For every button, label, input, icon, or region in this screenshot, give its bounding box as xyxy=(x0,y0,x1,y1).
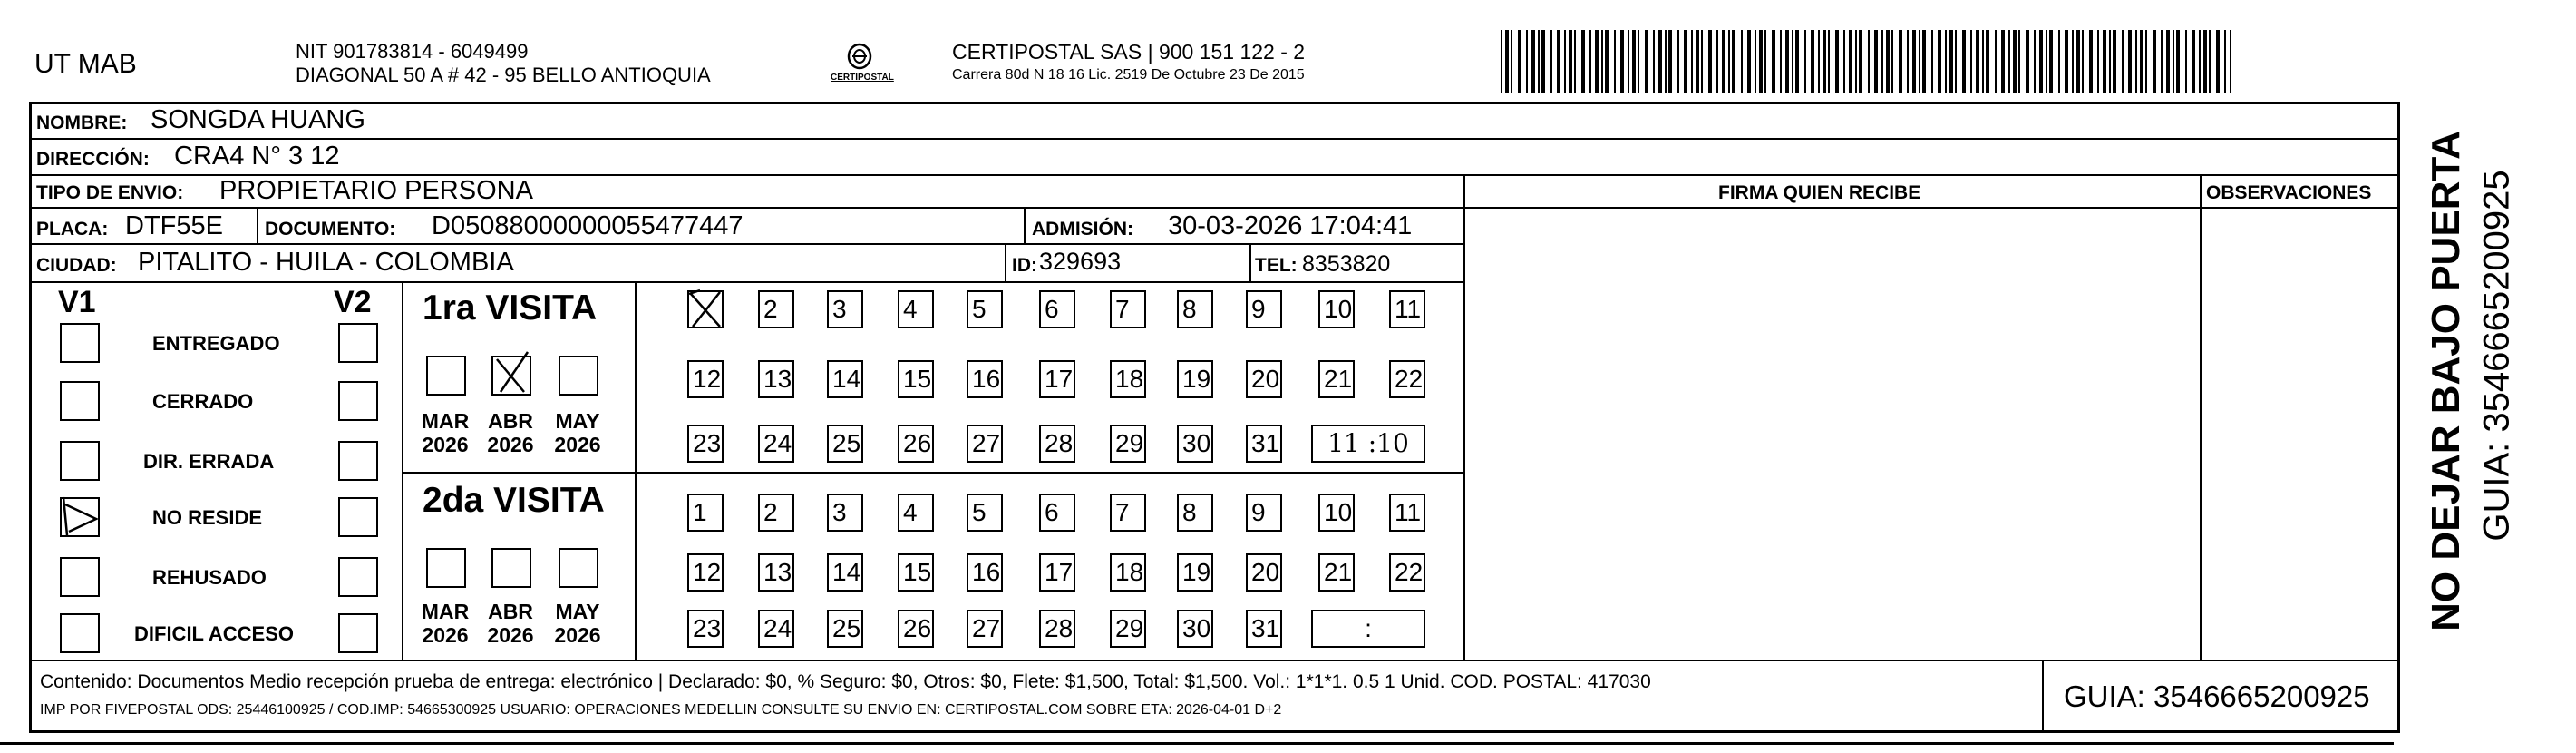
day-box[interactable]: 11 xyxy=(1389,494,1425,532)
footer-guia: GUIA: 3546665200925 xyxy=(2064,680,2370,713)
barcode-bar xyxy=(2065,30,2068,93)
day-box[interactable]: 13 xyxy=(758,553,794,592)
barcode-bar xyxy=(1886,30,1890,93)
day-box[interactable]: 9 xyxy=(1246,494,1282,532)
day-box[interactable]: 22 xyxy=(1389,553,1425,592)
barcode-bar xyxy=(2039,30,2043,93)
day-box[interactable]: 10 xyxy=(1318,494,1355,532)
day-box[interactable]: 16 xyxy=(967,360,1003,398)
day-box[interactable]: 17 xyxy=(1039,553,1075,592)
month-label: ABR xyxy=(488,409,533,433)
v2-checkbox[interactable] xyxy=(338,381,378,421)
day-box[interactable]: 17 xyxy=(1039,360,1075,398)
month-label: MAY xyxy=(555,600,600,623)
status-label: NO RESIDE xyxy=(152,506,263,529)
month-checkbox[interactable] xyxy=(491,548,531,588)
sender-address: DIAGONAL 50 A # 42 - 95 BELLO ANTIOQUIA xyxy=(296,64,711,86)
barcode-bar xyxy=(1605,30,1609,93)
barcode-bar xyxy=(2209,30,2211,93)
barcode-bar xyxy=(2166,30,2170,93)
day-box[interactable]: 15 xyxy=(898,360,934,398)
barcode-bar xyxy=(1526,30,1528,93)
nombre-value: SONGDA HUANG xyxy=(151,105,365,134)
month-checkbox[interactable] xyxy=(559,548,598,588)
contenido-line: Contenido: Documentos Medio recepción prueba de entrega: electrónico | Declarado: $0, % Seguro: $0, Otros: $0, Flete: $1,500, Total: $1,500. Vol.: 1*1*1. 0.5 1 Unid. COD. POSTAL: 417030 xyxy=(40,671,1651,692)
barcode-bar xyxy=(2072,30,2074,93)
day-box[interactable]: 12 xyxy=(687,360,724,398)
day-box[interactable]: 6 xyxy=(1039,494,1075,532)
barcode-bar xyxy=(2176,30,2180,93)
barcode-bar xyxy=(1653,30,1655,93)
day-box[interactable]: 24 xyxy=(758,425,794,463)
barcode-bar xyxy=(1949,30,1953,93)
barcode-bar xyxy=(2161,30,2163,93)
day-box[interactable]: 23 xyxy=(687,425,724,463)
barcode-bar xyxy=(2082,30,2084,93)
day-box[interactable]: 30 xyxy=(1177,425,1213,463)
v1-header: V1 xyxy=(58,285,96,319)
documento-value: D05088000000055477447 xyxy=(432,211,744,240)
day-box[interactable]: 15 xyxy=(898,553,934,592)
tel-value: 8353820 xyxy=(1302,251,1391,277)
barcode-bar xyxy=(1849,30,1852,93)
barcode-bar xyxy=(2224,30,2226,93)
barcode-bar xyxy=(2145,30,2147,93)
barcode-bar xyxy=(1741,30,1743,93)
barcode-bar xyxy=(2018,30,2020,93)
barcode-bar xyxy=(2153,30,2156,93)
day-box[interactable]: 30 xyxy=(1177,610,1213,648)
barcode-bar xyxy=(1701,30,1703,93)
barcode-bar xyxy=(1785,30,1789,93)
day-box[interactable]: 13 xyxy=(758,360,794,398)
barcode-bar xyxy=(2097,30,2099,93)
v2-header: V2 xyxy=(334,285,372,319)
year-label: 2026 xyxy=(422,623,469,647)
day-box[interactable]: 26 xyxy=(898,610,934,648)
barcode-bar xyxy=(1986,30,1989,93)
documento-label: DOCUMENTO: xyxy=(265,219,396,240)
day-box[interactable]: 29 xyxy=(1110,425,1146,463)
admision-value: 30-03-2026 17:04:41 xyxy=(1168,211,1413,240)
month-year xyxy=(413,409,477,456)
barcode-bar xyxy=(1722,30,1725,93)
v1-checkbox[interactable] xyxy=(60,323,100,363)
direccion-value: CRA4 N° 3 12 xyxy=(174,142,340,171)
day-box[interactable]: 22 xyxy=(1389,360,1425,398)
day-box[interactable]: 9 xyxy=(1246,290,1282,328)
barcode-bar xyxy=(2046,30,2047,93)
barcode-bar xyxy=(1569,30,1572,93)
barcode-bar xyxy=(1828,30,1830,93)
barcode-bar xyxy=(1501,30,1502,93)
barcode-bar xyxy=(1645,30,1648,93)
no-dejar-text: NO DEJAR BAJO PUERTA xyxy=(2424,131,2468,631)
day-box[interactable]: 20 xyxy=(1246,360,1282,398)
direccion-label: DIRECCIÓN: xyxy=(36,149,150,170)
placa-label: PLACA: xyxy=(36,219,109,240)
v1-checkbox[interactable] xyxy=(60,557,100,597)
barcode-bar xyxy=(2173,30,2174,93)
barcode-bar xyxy=(1823,30,1826,93)
barcode-bar xyxy=(1792,30,1793,93)
barcode-bar xyxy=(1658,30,1662,93)
barcode-bar xyxy=(1581,30,1585,93)
tel-label: TEL: xyxy=(1255,255,1298,276)
v2-checkbox[interactable] xyxy=(338,323,378,363)
barcode-bar xyxy=(1874,30,1878,93)
barcode-bar xyxy=(1891,30,1893,93)
barcode-bar xyxy=(1557,30,1560,93)
barcode-bar xyxy=(1531,30,1535,93)
barcode-bar xyxy=(1574,30,1576,93)
barcode-bar xyxy=(1732,30,1735,93)
barcode-bar xyxy=(1538,30,1540,93)
barcode-bar xyxy=(2026,30,2029,93)
day-box[interactable]: 18 xyxy=(1110,553,1146,592)
day-box[interactable]: 23 xyxy=(687,610,724,648)
barcode-bar xyxy=(2185,30,2187,93)
barcode-bar xyxy=(1804,30,1806,93)
barcode-bar xyxy=(1955,30,1957,93)
v1-checkbox[interactable] xyxy=(60,613,100,653)
barcode-bar xyxy=(1747,30,1751,93)
v2-checkbox[interactable] xyxy=(338,441,378,481)
barcode-bar xyxy=(1976,30,1979,93)
company-line: CERTIPOSTAL SAS | 900 151 122 - 2 xyxy=(952,40,1306,64)
barcode-bar xyxy=(2135,30,2137,93)
barcode-bar xyxy=(2122,30,2124,93)
barcode-bar xyxy=(1691,30,1693,93)
year-label: 2026 xyxy=(554,623,601,647)
v2-checkbox[interactable] xyxy=(338,557,378,597)
month-year xyxy=(546,409,609,456)
barcode-bar xyxy=(2001,30,2005,93)
barcode-bar xyxy=(1795,30,1799,93)
tipo-value: PROPIETARIO PERSONA xyxy=(219,176,533,205)
day-box[interactable]: 27 xyxy=(967,425,1003,463)
barcode-bar xyxy=(1684,30,1687,93)
barcode-bar xyxy=(1716,30,1718,93)
first-visit-title: 1ra VISITA xyxy=(423,288,598,328)
barcode-bar xyxy=(1922,30,1926,93)
barcode-bar xyxy=(1668,30,1672,93)
v2-checkbox[interactable] xyxy=(338,497,378,537)
barcode-bar xyxy=(1665,30,1667,93)
status-label: ENTREGADO xyxy=(152,332,280,355)
day-box[interactable]: 26 xyxy=(898,425,934,463)
barcode-bar xyxy=(1995,30,1997,93)
barcode-bar xyxy=(1505,30,1509,93)
barcode-bar xyxy=(1708,30,1712,93)
month-checkbox[interactable] xyxy=(426,548,466,588)
day-box[interactable]: 10 xyxy=(1318,290,1355,328)
month-label: ABR xyxy=(488,600,533,623)
day-box[interactable]: 2 xyxy=(758,290,794,328)
barcode-bar xyxy=(1868,30,1870,93)
day-box[interactable]: 28 xyxy=(1039,610,1075,648)
day-box[interactable]: 14 xyxy=(827,553,863,592)
barcode-bar xyxy=(2049,30,2053,93)
v1-checkbox[interactable] xyxy=(60,381,100,421)
barcode-bar xyxy=(2113,30,2116,93)
day-box[interactable]: 4 xyxy=(898,494,934,532)
month-label: MAY xyxy=(555,409,600,433)
tipo-label: TIPO DE ENVIO: xyxy=(36,182,184,203)
day-box[interactable]: 25 xyxy=(827,425,863,463)
barcode-bar xyxy=(1899,30,1902,93)
time-box[interactable]: 11 :10 xyxy=(1311,425,1425,463)
year-label: 2026 xyxy=(554,433,601,456)
barcode-bar xyxy=(1550,30,1552,93)
observaciones-header: OBSERVACIONES xyxy=(2206,182,2372,203)
barcode-bar xyxy=(1564,30,1566,93)
status-label: DIFICIL ACCESO xyxy=(134,622,295,645)
barcode-bar xyxy=(1759,30,1763,93)
id-label: ID: xyxy=(1012,255,1037,276)
day-box[interactable]: 12 xyxy=(687,553,724,592)
day-box[interactable]: 3 xyxy=(827,494,863,532)
barcode-bar xyxy=(1811,30,1814,93)
day-box[interactable]: 21 xyxy=(1318,553,1355,592)
barcode-bar xyxy=(1945,30,1947,93)
barcode-bar xyxy=(1931,30,1933,93)
month-label: MAR xyxy=(421,600,470,623)
checked-mark xyxy=(684,287,729,332)
ciudad-label: CIUDAD: xyxy=(36,255,117,276)
month-year xyxy=(413,600,477,647)
side-guia: GUIA: 3546665200925 xyxy=(2476,170,2517,542)
barcode-bar xyxy=(2013,30,2017,93)
barcode-bar xyxy=(2203,30,2207,93)
month-checkbox[interactable] xyxy=(426,356,466,396)
day-box[interactable]: 19 xyxy=(1177,360,1213,398)
barcode-bar xyxy=(1755,30,1756,93)
day-box[interactable]: 20 xyxy=(1246,553,1282,592)
day-box[interactable]: 19 xyxy=(1177,553,1213,592)
checked-mark xyxy=(56,492,103,539)
barcode-bar xyxy=(1620,30,1624,93)
month-label: MAR xyxy=(421,409,470,433)
barcode-bar xyxy=(1881,30,1883,93)
day-box[interactable]: 6 xyxy=(1039,290,1075,328)
barcode-bar xyxy=(2230,30,2231,93)
certipostal-logo xyxy=(831,38,894,89)
day-box[interactable]: 7 xyxy=(1110,290,1146,328)
day-box[interactable]: 5 xyxy=(967,494,1003,532)
barcode-bar xyxy=(2058,30,2060,93)
day-box[interactable]: 2 xyxy=(758,494,794,532)
barcode-bar xyxy=(1818,30,1820,93)
barcode-bar xyxy=(1518,30,1521,93)
day-box[interactable]: 8 xyxy=(1177,494,1213,532)
barcode-bar xyxy=(2216,30,2220,93)
month-year xyxy=(546,600,609,647)
nombre-label: NOMBRE: xyxy=(36,112,128,133)
day-box[interactable]: 18 xyxy=(1110,360,1146,398)
barcode-bar xyxy=(1982,30,1984,93)
day-box[interactable]: 11 xyxy=(1389,290,1425,328)
barcode-bar xyxy=(1677,30,1679,93)
barcode-bar xyxy=(1912,30,1916,93)
day-box[interactable]: 14 xyxy=(827,360,863,398)
day-box[interactable]: 16 xyxy=(967,553,1003,592)
barcode xyxy=(1501,30,2231,93)
barcode-bar xyxy=(1541,30,1545,93)
day-box[interactable]: 4 xyxy=(898,290,934,328)
license-line: Carrera 80d N 18 16 Lic. 2519 De Octubre 23 De 2015 xyxy=(952,67,1305,83)
barcode-bar xyxy=(2076,30,2080,93)
day-box[interactable]: 5 xyxy=(967,290,1003,328)
id-value: 329693 xyxy=(1039,248,1122,275)
barcode-bar xyxy=(2128,30,2132,93)
day-box[interactable]: 21 xyxy=(1318,360,1355,398)
second-visit-title: 2da VISITA xyxy=(423,481,605,520)
barcode-bar xyxy=(1511,30,1512,93)
barcode-bar xyxy=(1595,30,1599,93)
barcode-bar xyxy=(2192,30,2195,93)
month-year xyxy=(479,600,542,647)
barcode-bar xyxy=(2199,30,2201,93)
day-box[interactable]: 24 xyxy=(758,610,794,648)
barcode-bar xyxy=(2109,30,2111,93)
day-box[interactable]: 7 xyxy=(1110,494,1146,532)
barcode-bar xyxy=(1589,30,1591,93)
barcode-bar xyxy=(1835,30,1839,93)
barcode-bar xyxy=(1632,30,1636,93)
barcode-bar xyxy=(1970,30,1972,93)
nit-line: NIT 901783814 - 6049499 xyxy=(296,40,529,63)
barcode-bar xyxy=(1907,30,1909,93)
day-box[interactable]: 1 xyxy=(687,494,724,532)
barcode-bar xyxy=(1628,30,1629,93)
barcode-bar xyxy=(1601,30,1603,93)
day-box[interactable]: 27 xyxy=(967,610,1003,648)
barcode-bar xyxy=(1855,30,1857,93)
v1-checkbox[interactable] xyxy=(60,441,100,481)
day-box[interactable]: 28 xyxy=(1039,425,1075,463)
day-box[interactable]: 25 xyxy=(827,610,863,648)
year-label: 2026 xyxy=(487,623,534,647)
barcode-bar xyxy=(1614,30,1616,93)
firma-header: FIRMA QUIEN RECIBE xyxy=(1718,182,1921,203)
year-label: 2026 xyxy=(487,433,534,456)
time-box[interactable]: : xyxy=(1311,610,1425,648)
month-checkbox[interactable] xyxy=(559,356,598,396)
year-label: 2026 xyxy=(422,433,469,456)
barcode-bar xyxy=(1843,30,1845,93)
v2-checkbox[interactable] xyxy=(338,613,378,653)
day-box[interactable]: 31 xyxy=(1246,610,1282,648)
barcode-bar xyxy=(1764,30,1766,93)
barcode-bar xyxy=(2140,30,2143,93)
barcode-bar xyxy=(2089,30,2093,93)
day-box[interactable]: 31 xyxy=(1246,425,1282,463)
barcode-bar xyxy=(2034,30,2036,93)
day-box[interactable]: 29 xyxy=(1110,610,1146,648)
status-label: DIR. ERRADA xyxy=(143,450,275,473)
barcode-bar xyxy=(2008,30,2010,93)
status-label: CERRADO xyxy=(152,390,254,413)
barcode-bar xyxy=(1728,30,1730,93)
barcode-bar xyxy=(1638,30,1639,93)
day-box[interactable]: 8 xyxy=(1177,290,1213,328)
barcode-bar xyxy=(1938,30,1941,93)
barcode-bar xyxy=(1696,30,1699,93)
month-year xyxy=(479,409,542,456)
placa-value: DTF55E xyxy=(125,211,223,240)
barcode-bar xyxy=(1780,30,1782,93)
status-label: REHUSADO xyxy=(152,566,267,589)
sender-name: UT MAB xyxy=(34,49,137,79)
logo-text: CERTIPOSTAL xyxy=(831,73,894,83)
imp-line: IMP POR FIVEPOSTAL ODS: 25446100925 / COD.IMP: 54665300925 USUARIO: OPERACIONES MEDELLIN CONSULTE SU ENVIO EN: CERTIPOSTAL.COM SOBRE ETA: 2026-04-01 D+2 xyxy=(40,702,1282,718)
checked-mark xyxy=(488,347,539,397)
barcode-bar xyxy=(1962,30,1966,93)
ciudad-value: PITALITO - HUILA - COLOMBIA xyxy=(138,248,514,277)
day-box[interactable]: 3 xyxy=(827,290,863,328)
barcode-bar xyxy=(1772,30,1775,93)
admision-label: ADMISIÓN: xyxy=(1032,219,1133,240)
barcode-bar xyxy=(2103,30,2106,93)
barcode-bar xyxy=(1919,30,1920,93)
barcode-bar xyxy=(1859,30,1862,93)
